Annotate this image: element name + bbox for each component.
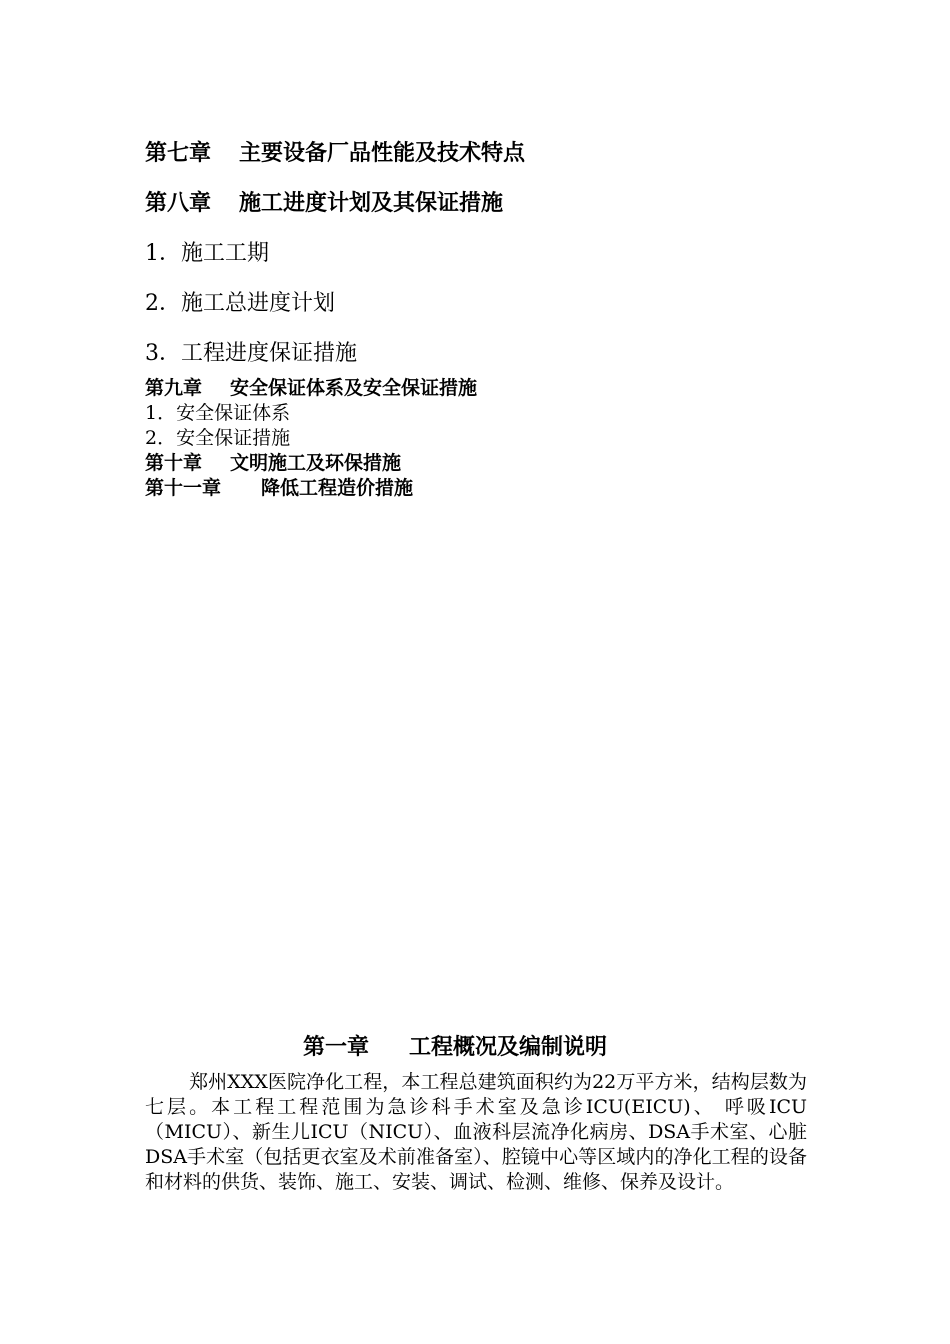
chapter-number: 第八章	[145, 191, 212, 216]
chapter-title: 施工进度计划及其保证措施	[239, 191, 504, 216]
chapter-1-paragraph	[145, 1070, 807, 1195]
chapter-number: 第十章	[145, 452, 203, 474]
chapter-title: 工程概况及编制说明	[409, 1035, 608, 1060]
toc-chapter-11	[145, 473, 413, 500]
paragraph-text: 郑州XXX医院净化工程，本工程总建筑面积约为22万平方米，结构层数为七层。本工程工程范围为急诊科手术室及急诊ICU(EICU)、 呼吸ICU（MICU）、新生儿ICU（NICU）、血液科层流净化病房、DSA手术室、心脏DSA手术室（包括更衣室及术前准备室）、腔镜中心等区域内的净化工程的设备和材料的供货、装饰、施工、安装、调试、检测、维修、保养及设计。	[145, 1071, 807, 1193]
toc-item: 1．安全保证体系	[145, 402, 291, 424]
chapter-number: 第十一章	[145, 477, 222, 499]
chapter-1-heading	[0, 1030, 910, 1061]
toc-chapter-8	[145, 186, 503, 217]
chapter-title: 降低工程造价措施	[261, 477, 414, 499]
chapter-title: 安全保证体系及安全保证措施	[230, 377, 478, 399]
toc-chapter-7	[145, 136, 525, 167]
toc-chapter-10	[145, 448, 401, 475]
chapter-title: 文明施工及环保措施	[230, 452, 402, 474]
toc-item: 2．施工总进度计划	[145, 291, 335, 316]
toc-item: 3．工程进度保证措施	[145, 341, 357, 366]
chapter-title: 主要设备厂品性能及技术特点	[239, 141, 526, 166]
toc-chapter-9	[145, 373, 477, 400]
toc-item: 2．安全保证措施	[145, 427, 291, 449]
chapter-number: 第九章	[145, 377, 203, 399]
chapter-number: 第七章	[145, 141, 212, 166]
chapter-number: 第一章	[302, 1035, 369, 1060]
toc-item: 1．施工工期	[145, 241, 269, 266]
